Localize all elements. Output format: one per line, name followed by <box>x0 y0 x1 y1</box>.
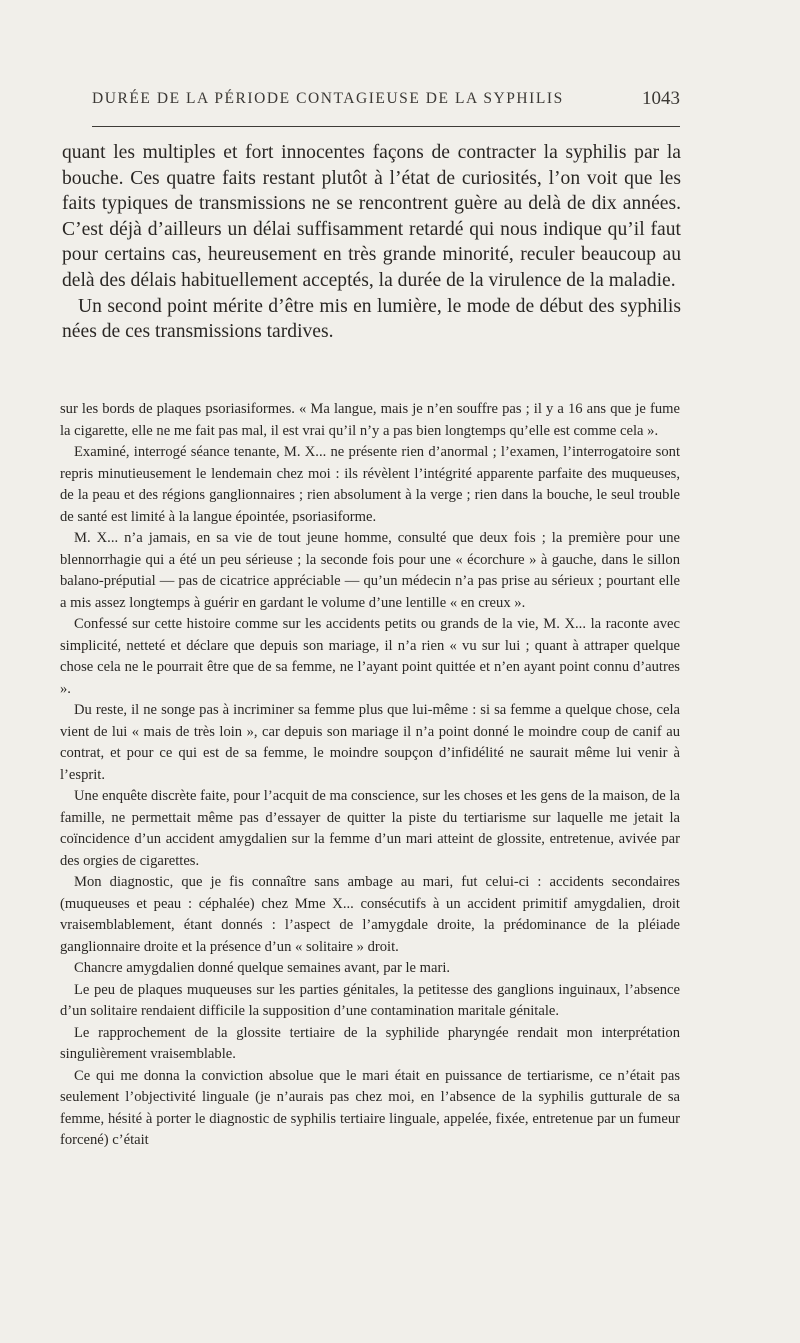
main-text <box>62 140 681 345</box>
paragraph: Du reste, il ne songe pas à incriminer sa femme plus que lui-même : si sa femme a quelque chose, cela vient de lui « mais de très loin », car depuis son mariage il n’a point donné le moindre coup de canif au contrat, et pour ce qui est de sa femme, le moindre soupçon d’infidélité ne saurait même lui venir à l’esprit. <box>60 702 680 783</box>
page-number: 1043 <box>642 88 680 109</box>
paragraph: Un second point mérite d’être mis en lumière, le mode de début des syphilis nées de ces transmissions tardives. <box>62 295 681 343</box>
paragraph: M. X... n’a jamais, en sa vie de tout jeune homme, consulté que deux fois ; la première pour une blennorrhagie qui a été un peu sérieuse ; la seconde fois pour une « écorchure » à gauche, dans le sillon balano-préputial — pas de cicatrice appréciable — qu’un médecin n’a pas prise au sérieux ; pourtant elle a mis assez longtemps à guérir en gardant le volume d’une lentille « en creux ». <box>60 530 680 611</box>
paragraph: Chancre amygdalien donné quelque semaines avant, par le mari. <box>74 960 451 976</box>
case-notes <box>60 399 680 1152</box>
paragraph: Le peu de plaques muqueuses sur les parties génitales, la petitesse des ganglions inguinaux, l’absence d’un solitaire rendaient difficile la supposition d’une contamination maritale génitale. <box>60 981 680 1019</box>
header-title: DURÉE DE LA PÉRIODE CONTAGIEUSE DE LA SYPHILIS <box>92 90 564 107</box>
running-header <box>92 90 680 116</box>
paragraph: Mon diagnostic, que je fis connaître sans ambage au mari, fut celui-ci : accidents secondaires (muqueuses et peau : céphalée) chez Mme X... consécutifs à un accident primitif amygdalien, droit vraisemblablement, étant donnés : l’aspect de l’amygdale droite, la prédominance de la pléiade ganglionnaire droite et la présence d’un « solitaire » droit. <box>60 874 680 955</box>
paragraph: sur les bords de plaques psoriasiformes. « Ma langue, mais je n’en souffre pas ; il y a 16 ans que je fume la cigarette, elle ne me fait pas mal, il est vrai qu’il n’y a pas bien longtemps qu’elle est comme cela ». <box>60 401 680 439</box>
paragraph: Le rapprochement de la glossite tertiaire de la syphilide pharyngée rendait mon interprétation singulièrement vraisemblable. <box>60 1024 680 1062</box>
paragraph: Examiné, interrogé séance tenante, M. X... ne présente rien d’anormal ; l’examen, l’interrogatoire sont repris minutieusement le lendemain chez moi : ils révèlent l’intégrité apparente parfaite des muqueuses, de la peau et des régions ganglionnaires ; rien absolument à la verge ; rien dans la bouche, le seul trouble de santé est limité à la langue épointée, psoriasiforme. <box>60 444 680 525</box>
header-rule <box>92 126 680 127</box>
paragraph: Confessé sur cette histoire comme sur les accidents petits ou grands de la vie, M. X... la raconte avec simplicité, netteté et déclare que depuis son mariage, il n’a rien « vu sur lui ; quant à attraper quelque chose cela ne le pourrait être que de sa femme, ne l’ayant point quittée et n’en ayant point connu d’autres ». <box>60 616 680 697</box>
paragraph: quant les multiples et fort innocentes façons de contracter la syphilis par la bouche. Ces quatre faits restant plutôt à l’état de curiosités, l’on voit que les faits typiques de transmissions ne se rencontrent guère au delà de dix années. C’est déjà d’ailleurs un délai suffisamment retardé qui nous indique qu’il faut pour certains cas, heureusement en très grande minorité, reculer beaucoup au delà des délais habituellement acceptés, la durée de la virulence de la maladie. <box>62 142 681 291</box>
paragraph: Ce qui me donna la conviction absolue que le mari était en puissance de tertiarisme, ce n’était pas seulement l’objectivité linguale (je n’aurais pas chez moi, en l’absence de la syphilis gutturale de sa femme, hésité à porter le diagnostic de syphilis tertiaire linguale, appelée, fixée, entretenue par un fumeur forcené) c’était <box>60 1067 680 1148</box>
paragraph: Une enquête discrète faite, pour l’acquit de ma conscience, sur les choses et les gens de la maison, de la famille, ne permettait même pas d’essayer de quitter la piste du tertiarisme sur laquelle me jetait la coïncidence d’un accident amygdalien sur la femme d’un mari atteint de glossite, entretenue, avivée par des orgies de cigarettes. <box>60 788 680 869</box>
